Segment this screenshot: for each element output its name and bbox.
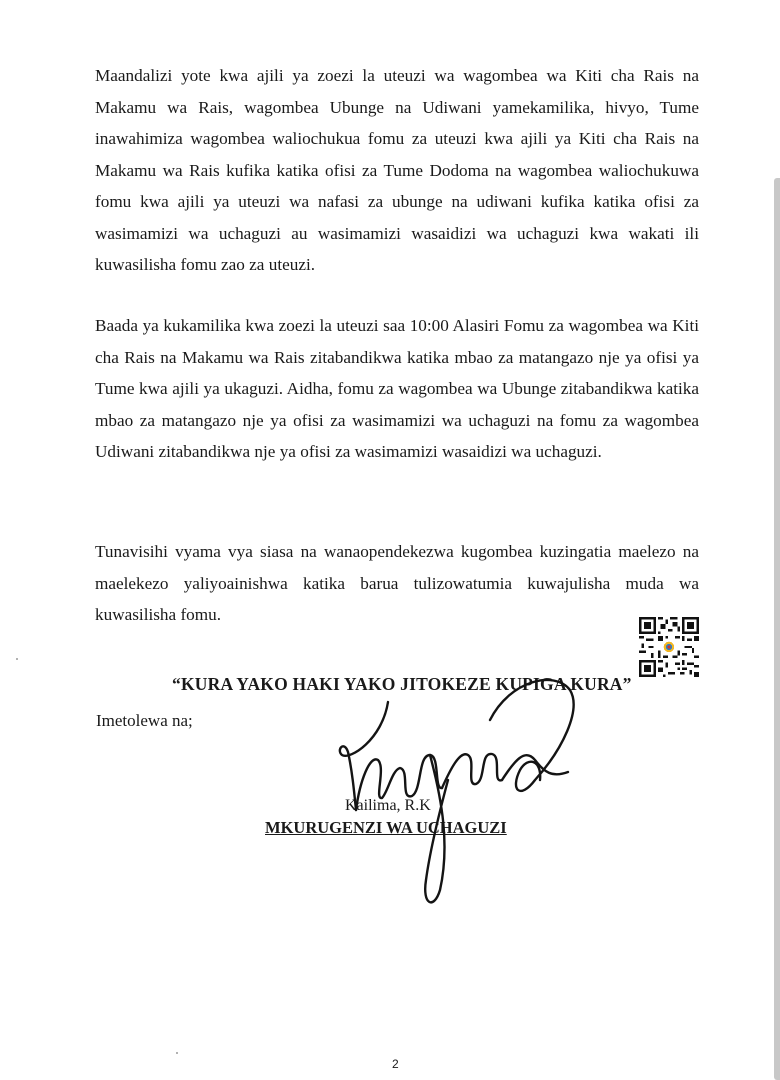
scan-speck xyxy=(176,1052,178,1054)
paragraph-political-parties: Tunavisihi vyama vya siasa na wanaopendekezwa kugombea kuzingatia maelezo na maelekezo yaliyoainishwa katika barua tulizowatumia kuwajulisha muda wa kuwasilisha fomu. xyxy=(95,542,699,624)
qr-code-icon xyxy=(639,617,699,677)
paragraph-preparations: Maandalizi yote kwa ajili ya zoezi la uteuzi wa wagombea wa Kiti cha Rais na Makamu wa Rais, wagombea Ubunge na Udiwani yamekamilika, hivyo, Tume inawahimiza wagombea waliochukua fomu za uteuzi kwa ajili ya Kiti cha Rais na Makamu wa Rais kufika katika ofisi za Tume Dodoma na wagombea waliochukuwa fomu kwa ajili ya uteuzi wa nafasi za ubunge na udiwani kufika katika ofisi za wasimamizi wa uchaguzi au wasimamizi wasaidizi wa uchaguzi kwa wakati ili kuwasilisha fomu zao za uteuzi. xyxy=(95,66,699,274)
paragraph-nomination-forms: Baada ya kukamilika kwa zoezi la uteuzi saa 10:00 Alasiri Fomu za wagombea wa Kiti cha Rais na Makamu wa Rais zitabandikwa katika mbao za matangazo nje ya ofisi ya Tume kwa ajili ya ukaguzi. Aidha, fomu za wagombea wa Ubunge zitabandikwa katika mbao za matangazo nje ya ofisi za wasimamizi wa uchaguzi na fomu za wagombea Udiwani zitabandikwa nje ya ofisi za wasimamizi wasaidizi wa uchaguzi. xyxy=(95,316,699,461)
motto: “KURA YAKO HAKI YAKO JITOKEZE KUPIGA KURA” xyxy=(172,674,632,694)
scan-speck xyxy=(16,658,18,660)
signer-name: Kailima, R.K xyxy=(345,797,431,814)
prepared-by-label: Imetolewa na; xyxy=(96,711,193,730)
signer-title: MKURUGENZI WA UCHAGUZI xyxy=(265,818,507,837)
page-number: 2 xyxy=(392,1057,399,1071)
handwritten-signature-icon xyxy=(330,660,580,910)
scrollbar[interactable] xyxy=(774,178,780,1080)
